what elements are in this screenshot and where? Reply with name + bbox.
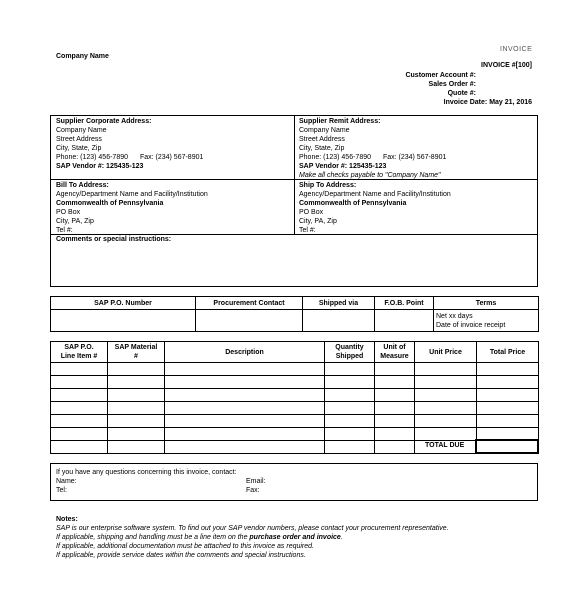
customer-account-label: Customer Account #: (405, 72, 476, 79)
items-header-line-item-l2: Line Item # (60, 353, 98, 360)
notes-line-2-bold: purchase order and invoice (249, 534, 341, 541)
table-cell[interactable] (375, 389, 415, 402)
supplier-corporate-address (56, 117, 203, 171)
supplier-remit-address (299, 117, 446, 180)
items-header-quantity-l2: Shipped (335, 353, 364, 360)
items-header-line-item (51, 342, 108, 363)
table-cell[interactable] (375, 376, 415, 389)
table-cell[interactable] (477, 389, 539, 402)
items-header-material-l2: # (134, 353, 138, 360)
bill-to-address (56, 181, 208, 235)
items-header-quantity (325, 342, 375, 363)
table-row (51, 415, 539, 428)
table-row (51, 389, 539, 402)
notes-title: Notes: (56, 516, 78, 523)
po-cell-sap-po-number[interactable] (51, 310, 196, 332)
quote-label: Quote #: (447, 90, 476, 97)
items-header-unit (375, 342, 415, 363)
table-cell[interactable] (165, 402, 325, 415)
table-cell[interactable] (51, 441, 108, 454)
contact-email-label: Email: (246, 478, 266, 485)
table-cell[interactable] (51, 415, 108, 428)
table-cell[interactable] (477, 402, 539, 415)
table-row (51, 428, 539, 441)
document-type-label: INVOICE (500, 46, 533, 53)
notes-line-4: If applicable, provide service dates within the comments and special instructions. (56, 552, 306, 559)
po-header-sap-po-number: SAP P.O. Number (51, 297, 196, 310)
table-cell[interactable] (108, 363, 165, 376)
table-cell[interactable] (415, 415, 477, 428)
table-cell[interactable] (51, 376, 108, 389)
ship-to-title: Ship To Address: (299, 182, 357, 189)
bill-to-title: Bill To Address: (56, 182, 109, 189)
bill-to-tel: Tel #: (56, 227, 73, 234)
supplier-remit-phone: Phone: (123) 456-7890 (299, 154, 371, 161)
table-cell[interactable] (375, 363, 415, 376)
line-items-table (50, 341, 539, 454)
items-header-material (108, 342, 165, 363)
table-cell[interactable] (375, 415, 415, 428)
table-cell[interactable] (108, 415, 165, 428)
invoice-date-value: May 21, 2016 (489, 99, 532, 106)
table-cell[interactable] (51, 428, 108, 441)
table-cell[interactable] (51, 363, 108, 376)
table-cell[interactable] (325, 376, 375, 389)
po-cell-fob-point[interactable] (375, 310, 434, 332)
table-cell[interactable] (51, 389, 108, 402)
bill-to-city: City, PA, Zip (56, 218, 94, 225)
table-cell[interactable] (477, 415, 539, 428)
table-cell[interactable] (165, 441, 325, 454)
ship-to-address (299, 181, 451, 235)
table-cell[interactable] (325, 363, 375, 376)
contact-intro: If you have any questions concerning this invoice, contact: (56, 469, 237, 476)
table-cell[interactable] (477, 363, 539, 376)
po-header-procurement-contact: Procurement Contact (196, 297, 303, 310)
ship-to-commonwealth: Commonwealth of Pennsylvania (299, 200, 407, 207)
bill-to-agency: Agency/Department Name and Facility/Institution (56, 191, 208, 198)
table-row (51, 376, 539, 389)
supplier-corporate-vendor: SAP Vendor #: 125435-123 (56, 163, 144, 170)
table-cell[interactable] (325, 428, 375, 441)
supplier-corporate-fax: Fax: (234) 567-8901 (139, 154, 204, 161)
table-cell[interactable] (325, 441, 375, 454)
table-cell[interactable] (165, 428, 325, 441)
po-cell-procurement-contact[interactable] (196, 310, 303, 332)
table-row (51, 402, 539, 415)
bill-to-po-box: PO Box (56, 209, 81, 216)
table-cell[interactable] (165, 389, 325, 402)
table-cell[interactable] (108, 389, 165, 402)
po-header-shipped-via: Shipped via (303, 297, 375, 310)
total-due-value-cell[interactable] (475, 439, 538, 453)
table-cell[interactable] (415, 389, 477, 402)
items-header-unit-l1: Unit of (383, 344, 406, 351)
total-due-label: TOTAL DUE (425, 442, 465, 449)
po-info-table (50, 296, 539, 332)
items-header-description: Description (165, 342, 325, 363)
table-cell[interactable] (415, 376, 477, 389)
table-cell[interactable] (165, 415, 325, 428)
bill-to-commonwealth: Commonwealth of Pennsylvania (56, 200, 164, 207)
address-divider-1 (50, 179, 538, 180)
supplier-corporate-city: City, State, Zip (56, 145, 102, 152)
ship-to-city: City, PA, Zip (299, 218, 337, 225)
supplier-corporate-phone: Phone: (123) 456-7890 (56, 154, 128, 161)
terms-line-2: Date of invoice receipt (436, 321, 506, 329)
po-cell-shipped-via[interactable] (303, 310, 375, 332)
invoice-number: INVOICE #[100] (481, 62, 532, 69)
table-cell[interactable] (477, 376, 539, 389)
contact-fax-label: Fax: (246, 487, 260, 494)
table-cell[interactable] (325, 389, 375, 402)
table-cell[interactable] (108, 441, 165, 454)
items-header-unit-l2: Measure (380, 353, 409, 360)
table-cell[interactable] (108, 402, 165, 415)
po-header-terms: Terms (434, 297, 539, 310)
company-name-title: Company Name (56, 53, 109, 60)
supplier-remit-title: Supplier Remit Address: (299, 118, 381, 125)
table-cell[interactable] (108, 376, 165, 389)
address-divider-vertical (294, 115, 295, 235)
contact-tel-label: Tel: (56, 487, 67, 494)
table-cell[interactable] (165, 363, 325, 376)
table-cell[interactable] (415, 428, 477, 441)
table-cell[interactable] (325, 402, 375, 415)
po-cell-terms (434, 310, 539, 332)
supplier-corporate-phone-row (56, 153, 203, 162)
notes-line-1: SAP is our enterprise software system. To find out your SAP vendor numbers, please contact your procurement representative. (56, 525, 449, 532)
supplier-remit-phone-row (299, 153, 446, 162)
contact-name-label: Name: (56, 478, 77, 485)
table-cell[interactable] (415, 402, 477, 415)
items-header-quantity-l1: Quantity (335, 344, 364, 351)
items-header-material-l1: SAP Material (114, 344, 158, 351)
notes-line-2-post: . (340, 534, 343, 541)
ship-to-tel: Tel #: (299, 227, 316, 234)
table-cell[interactable] (108, 428, 165, 441)
table-cell[interactable] (325, 415, 375, 428)
po-header-fob-point: F.O.B. Point (375, 297, 434, 310)
supplier-remit-fax: Fax: (234) 567-8901 (382, 154, 447, 161)
items-header-unit-price: Unit Price (415, 342, 477, 363)
table-cell[interactable] (375, 402, 415, 415)
table-cell[interactable] (375, 441, 415, 454)
supplier-remit-vendor: SAP Vendor #: 125435-123 (299, 163, 387, 170)
table-cell[interactable] (165, 376, 325, 389)
invoice-date-label: Invoice Date: (443, 99, 488, 106)
table-cell[interactable] (375, 428, 415, 441)
items-header-total-price: Total Price (477, 342, 539, 363)
items-header-line-item-l1: SAP P.O. (64, 344, 94, 351)
supplier-remit-name: Company Name (299, 127, 350, 134)
notes-line-3: If applicable, additional documentation must be attached to this invoice as required. (56, 543, 314, 550)
table-row (51, 363, 539, 376)
supplier-remit-note: Make all checks payable to "Company Name" (299, 172, 441, 179)
table-cell[interactable] (51, 402, 108, 415)
terms-line-1: Net xx days (436, 312, 473, 320)
supplier-remit-street: Street Address (299, 136, 345, 143)
table-cell[interactable] (415, 363, 477, 376)
ship-to-agency: Agency/Department Name and Facility/Institution (299, 191, 451, 198)
notes-section (56, 515, 449, 560)
sales-order-label: Sales Order #: (428, 81, 476, 88)
notes-line-2-pre: If applicable, shipping and handling must be a line item on the (56, 534, 250, 541)
comments-title: Comments or special instructions: (56, 236, 172, 243)
notes-line-2 (56, 533, 449, 542)
ship-to-po-box: PO Box (299, 209, 324, 216)
supplier-corporate-name: Company Name (56, 127, 107, 134)
supplier-remit-city: City, State, Zip (299, 145, 345, 152)
invoice-date-row (444, 99, 532, 106)
table-row (51, 441, 539, 454)
supplier-corporate-street: Street Address (56, 136, 102, 143)
supplier-corporate-title: Supplier Corporate Address: (56, 118, 152, 125)
